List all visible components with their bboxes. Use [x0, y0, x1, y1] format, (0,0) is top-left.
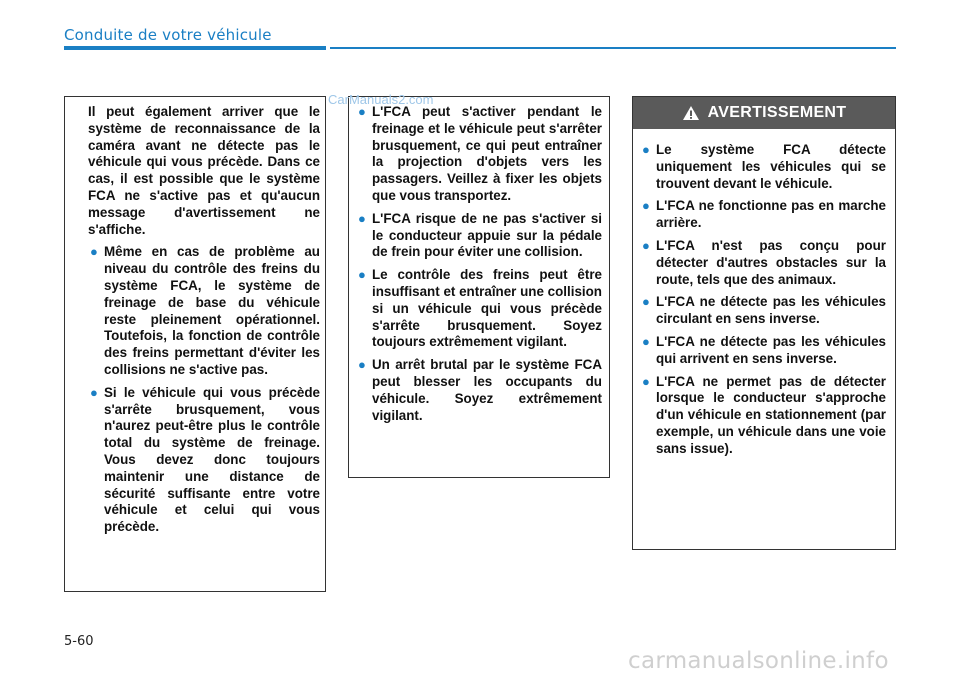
list-item: [640, 294, 886, 328]
bullet-icon: ●: [358, 104, 366, 119]
bullet-icon: ●: [642, 142, 650, 157]
page-number: 5-60: [64, 634, 94, 649]
list-item: [356, 357, 602, 424]
list-item: [640, 238, 886, 288]
column-2: [356, 104, 602, 430]
bullet-icon: ●: [90, 384, 98, 400]
list-item-text: L'FCA risque de ne pas s'activer si le conducteur appuie sur la pédale de frein pour éviter une collision.: [372, 210, 602, 260]
list-item: [640, 374, 886, 458]
bullet-icon: ●: [642, 237, 650, 253]
section-title: Conduite de votre véhicule: [64, 26, 272, 44]
list-item: [640, 334, 886, 368]
bullet-icon: ●: [358, 267, 366, 283]
bullet-icon: ●: [358, 357, 366, 373]
list-item-text: L'FCA ne détecte pas les véhicules qui arrivent en sens inverse.: [656, 333, 886, 366]
list-item: [640, 142, 886, 192]
watermark-bottom: carmanualsonline.info: [628, 648, 889, 674]
warning-triangle-icon: [682, 105, 700, 121]
list-item-text: Si le véhicule qui vous précède s'arrête brusquement, vous n'aurez peut-être plus le contrôle total du système de freinage. Vous devez donc toujours maintenir une distance de sécurité suffisante entre votre véhicule et celui qui vous précède.: [104, 384, 320, 535]
list-item: [356, 267, 602, 351]
list-item: [356, 104, 602, 205]
list-item-text: L'FCA n'est pas conçu pour détecter d'autres obstacles sur la route, tels que des animaux.: [656, 237, 886, 287]
list-item-text: Le système FCA détecte uniquement les véhicules qui se trouvent devant le véhicule.: [656, 142, 886, 191]
bullet-icon: ●: [642, 198, 650, 214]
list-item: [640, 198, 886, 232]
list-item: [88, 244, 320, 378]
header-rule-thick: [64, 46, 326, 50]
list-item-text: Même en cas de problème au niveau du contrôle des freins du système FCA, le système de freinage de base du véhicule reste pleinement opérationnel. Toutefois, la fonction de contrôle des freins permettant d'éviter les collisions ne s'active pas.: [104, 244, 320, 377]
list-item: [356, 211, 602, 261]
list-item-text: L'FCA ne détecte pas les véhicules circulant en sens inverse.: [656, 294, 886, 327]
list-item-text: L'FCA ne permet pas de détecter lorsque le conducteur s'approche d'un véhicule en stationnement (par exemple, un véhicule dans une voie sans issue).: [656, 373, 886, 456]
list-item-text: L'FCA peut s'activer pendant le freinage et le véhicule peut s'arrêter brusquement, ce qui peut entraîner la projection d'objets vers les passagers. Veillez à fixer les objets que vous transportez.: [372, 104, 602, 203]
list-item: [88, 385, 320, 536]
warning-title: AVERTISSEMENT: [707, 104, 847, 121]
column-1: [88, 104, 320, 542]
header-rule-thin: [330, 47, 896, 49]
bullet-icon: ●: [642, 333, 650, 349]
warning-column: [640, 142, 886, 464]
list-item-text: Un arrêt brutal par le système FCA peut blesser les occupants du véhicule. Soyez extrêmement vigilant.: [372, 357, 602, 423]
warning-header: [633, 97, 895, 129]
bullet-icon: ●: [358, 210, 366, 226]
bullet-icon: ●: [642, 294, 650, 310]
bullet-icon: ●: [90, 244, 98, 260]
intro-paragraph: Il peut également arriver que le système de reconnaissance de la caméra avant ne détecte pas le véhicule qui vous précède. Dans ce cas, il est possible que le système FCA ne s'active pas et qu'aucun message d'avertissement ne s'affiche.: [88, 104, 320, 237]
watermark-top: CarManuals2.com: [328, 92, 434, 107]
list-item-text: Le contrôle des freins peut être insuffisant et entraîner une collision si un véhicule qui vous précède s'arrête brusquement. Soyez toujours extrêmement vigilant.: [372, 267, 602, 350]
list-item-text: L'FCA ne fonctionne pas en marche arrière.: [656, 198, 886, 231]
bullet-icon: ●: [642, 373, 650, 389]
